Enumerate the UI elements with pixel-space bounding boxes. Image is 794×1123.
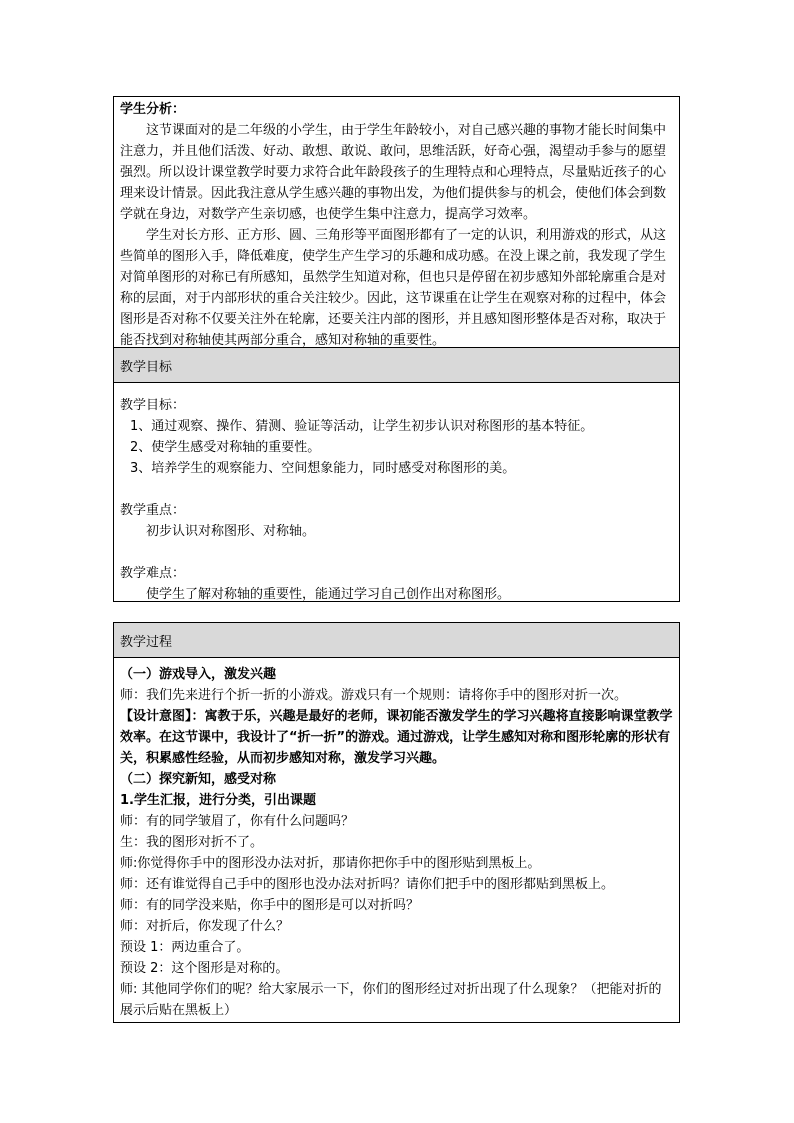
difficulty-text: 使学生了解对称轴的重要性，能通过学习自己创作出对称图形。: [146, 587, 511, 602]
objectives-header-label: 教学目标: [120, 359, 173, 375]
process-header-label: 教学过程: [120, 634, 173, 650]
process-line: 生：我的图形对折不了。: [120, 835, 264, 850]
key-points-text: 初步认识对称图形、对称轴。: [146, 524, 316, 539]
process-header: [114, 623, 679, 658]
process-cell: [114, 658, 679, 1022]
subsection-title: 1.学生汇报，进行分类，引出课题: [120, 793, 316, 808]
process-line: 师：有的同学没来贴，你手中的图形是可以对折吗？: [120, 898, 420, 913]
process-line: 师：有的同学皱眉了，你有什么问题吗？: [120, 814, 355, 829]
process-line: 预设 2：这个图形是对称的。: [120, 961, 289, 976]
process-line: 师: 其他同学你们的呢？给大家展示一下，你们的图形经过对折出现了什么现象？（把能对折的展示后贴在黑板上）: [120, 982, 662, 1018]
process-line: 师:你觉得你手中的图形没办法对折，那请你把你手中的图形贴到黑板上。: [120, 856, 541, 871]
analysis-paragraph-2: 学生对长方形、正方形、圆、三角形等平面图形都有了一定的认识，利用游戏的形式，从这些简单的图形入手，降低难度，使学生产生学习的乐趣和成功感。在没上课之前，我发现了学生对简单图形的对称已有所感知，虽然学生知道对称，但也只是停留在初步感知外部轮廓重合是对称的层面，对于内部形状的重合关注较少。因此，这节课重在让学生在观察对称的过程中，体会图形是否对称不仅要关注外在轮廓，还要关注内部的图形，并且感知图形整体是否对称，取决于能否找到对称轴使其两部分重合，感知对称轴的重要性。: [120, 228, 667, 348]
process-line: 师：还有谁觉得自己手中的图形也没办法对折吗？请你们把手中的图形都贴到黑板上。: [120, 877, 615, 892]
section-2-title: （二）探究新知，感受对称: [120, 772, 277, 787]
lesson-table-top: [113, 96, 680, 602]
lesson-table-process: [113, 622, 680, 1023]
objective-item-3: 3、培养学生的观察能力、空间想象能力，同时感受对称图形的美。: [130, 461, 516, 476]
design-intent-note: 【设计意图】：寓教于乐，兴趣是最好的老师，课初能否激发学生的学习兴趣将直接影响课堂教学效率。在这节课中，我设计了“折一折”的游戏。通过游戏，让学生感知对称和图形轮廓的形状有关，积累感性经验，从而初步感知对称，激发学习兴趣。: [120, 709, 673, 766]
process-line: 预设 1：两边重合了。: [120, 940, 250, 955]
analysis-paragraph-1: 这节课面对的是二年级的小学生，由于学生年龄较小，对自己感兴趣的事物才能长时间集中注意力，并且他们活泼、好动、敢想、敢说、敢问，思维活跃，好奇心强，渴望动手参与的愿望强烈。所以设计课堂教学时要力求符合此年龄段孩子的生理特点和心理特点，尽量贴近孩子的心理来设计情景。因此我注意从学生感兴趣的事物出发，为他们提供参与的机会，使他们体会到数学就在身边，对数学产生亲切感，也使学生集中注意力，提高学习效率。: [120, 123, 667, 222]
process-line: 师：我们先来进行个折一折的小游戏。游戏只有一个规则：请将你手中的图形对折一次。: [120, 688, 628, 703]
process-line: 师：对折后，你发现了什么？: [120, 919, 290, 934]
objectives-header: [114, 348, 679, 383]
objectives-cell: [114, 383, 679, 601]
objectives-title: 教学目标：: [120, 398, 186, 413]
spacer: [120, 479, 673, 500]
student-analysis-cell: [114, 97, 679, 348]
section-1-title: （一）游戏导入，激发兴趣: [120, 667, 277, 682]
spacer: [120, 542, 673, 563]
objective-item-1: 1、通过观察、操作、猜测、验证等活动，让学生初步认识对称图形的基本特征。: [130, 419, 594, 434]
key-points-title: 教学重点：: [120, 503, 186, 518]
difficulty-title: 教学难点：: [120, 566, 186, 581]
objective-item-2: 2、使学生感受对称轴的重要性。: [130, 440, 321, 455]
analysis-heading: 学生分析：: [120, 102, 186, 117]
